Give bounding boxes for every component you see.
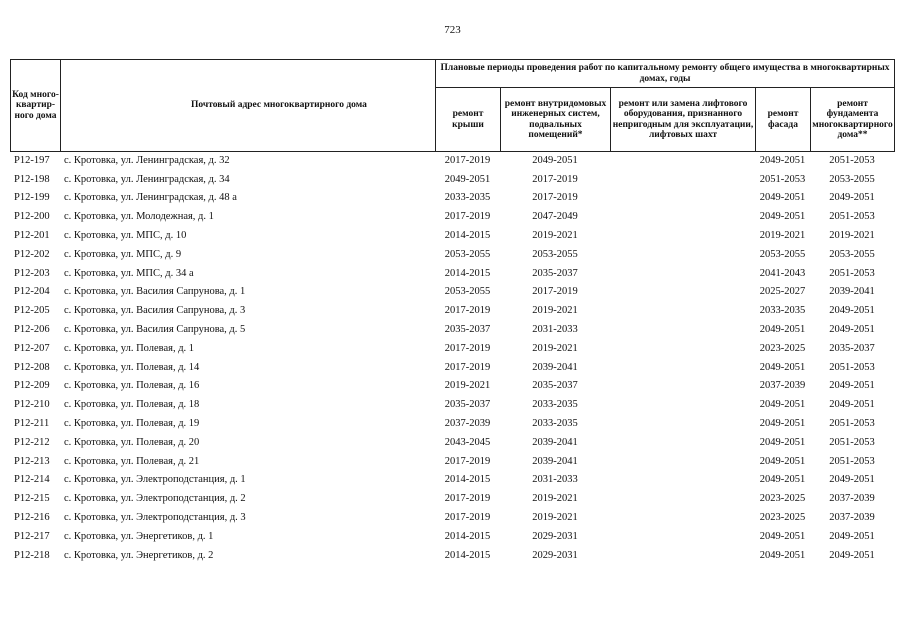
- house-code: Р12-206: [14, 324, 50, 336]
- facade-period: 2049-2051: [759, 455, 806, 467]
- house-code: Р12-205: [14, 305, 50, 317]
- elevator-period: [610, 283, 755, 302]
- facade-period: 2019-2021: [759, 230, 806, 242]
- roof-period: 2017-2019: [444, 512, 491, 524]
- roof-period: 2014-2015: [444, 530, 491, 542]
- table-body: [10, 151, 894, 565]
- house-code: Р12-199: [14, 192, 50, 204]
- table-row: [10, 433, 894, 452]
- roof-period: 2017-2019: [444, 361, 491, 373]
- facade-period: 2051-2053: [759, 173, 806, 185]
- roof-period: 2017-2019: [444, 154, 491, 166]
- house-code: Р12-202: [14, 248, 50, 260]
- house-code: Р12-218: [14, 549, 50, 561]
- foundation-period: 2037-2039: [829, 512, 875, 524]
- elevator-period: [610, 207, 755, 226]
- systems-period: 2049-2051: [532, 154, 578, 166]
- facade-period: 2049-2051: [759, 436, 806, 448]
- house-address: с. Кротовка, ул. Полевая, д. 20: [64, 436, 200, 448]
- house-code: Р12-215: [14, 493, 50, 505]
- roof-period: 2049-2051: [444, 173, 491, 185]
- foundation-period: 2035-2037: [829, 342, 875, 354]
- systems-period: 2039-2041: [532, 361, 578, 373]
- systems-period: 2019-2021: [532, 230, 578, 242]
- foundation-period: 2051-2053: [829, 455, 875, 467]
- foundation-period: 2049-2051: [829, 474, 875, 486]
- house-address: с. Кротовка, ул. Ленинградская, д. 34: [64, 173, 230, 185]
- systems-period: 2039-2041: [532, 436, 578, 448]
- house-address: с. Кротовка, ул. Энергетиков, д. 1: [64, 530, 214, 542]
- foundation-period: 2049-2051: [829, 192, 875, 204]
- table-row: [10, 226, 894, 245]
- systems-period: 2039-2041: [532, 455, 578, 467]
- house-address: с. Кротовка, ул. МПС, д. 9: [64, 248, 182, 260]
- facade-period: 2049-2051: [759, 211, 806, 223]
- facade-period: 2037-2039: [759, 380, 806, 392]
- roof-period: 2043-2045: [444, 436, 491, 448]
- house-code: Р12-214: [14, 474, 50, 486]
- house-code: Р12-201: [14, 230, 50, 242]
- header-facade: ремонт фасада: [756, 88, 811, 152]
- foundation-period: 2019-2021: [829, 230, 875, 242]
- table-header: [10, 59, 895, 152]
- elevator-period: [610, 189, 755, 208]
- facade-period: 2023-2025: [759, 342, 806, 354]
- house-code: Р12-200: [14, 211, 50, 223]
- systems-period: 2019-2021: [532, 342, 578, 354]
- facade-period: 2049-2051: [759, 399, 806, 411]
- roof-period: 2014-2015: [444, 474, 491, 486]
- foundation-period: 2051-2053: [829, 267, 875, 279]
- table-row: [10, 452, 894, 471]
- house-code: Р12-197: [14, 154, 50, 166]
- roof-period: 2035-2037: [444, 324, 491, 336]
- roof-period: 2017-2019: [444, 342, 491, 354]
- house-address: с. Кротовка, ул. МПС, д. 10: [64, 230, 187, 242]
- roof-period: 2019-2021: [444, 380, 491, 392]
- table-row: [10, 151, 894, 170]
- elevator-period: [610, 414, 755, 433]
- table-row: [10, 301, 894, 320]
- house-code: Р12-212: [14, 436, 50, 448]
- table-row: [10, 546, 894, 565]
- roof-period: 2014-2015: [444, 230, 491, 242]
- facade-period: 2033-2035: [759, 305, 806, 317]
- house-address: с. Кротовка, ул. МПС, д. 34 а: [64, 267, 194, 279]
- foundation-period: 2049-2051: [829, 549, 875, 561]
- foundation-period: 2051-2053: [829, 361, 875, 373]
- table-row: [10, 377, 894, 396]
- house-code: Р12-203: [14, 267, 50, 279]
- header-roof: ремонт крыши: [436, 88, 501, 152]
- roof-period: 2053-2055: [444, 286, 491, 298]
- facade-period: 2049-2051: [759, 549, 806, 561]
- foundation-period: 2051-2053: [829, 211, 875, 223]
- house-address: с. Кротовка, ул. Полевая, д. 19: [64, 418, 200, 430]
- foundation-period: 2053-2055: [829, 173, 875, 185]
- house-address: с. Кротовка, ул. Ленинградская, д. 32: [64, 154, 230, 166]
- facade-period: 2053-2055: [759, 248, 806, 260]
- table-row: [10, 471, 894, 490]
- elevator-period: [610, 546, 755, 565]
- table-row: [10, 170, 894, 189]
- house-address: с. Кротовка, ул. Электроподстанция, д. 3: [64, 512, 246, 524]
- table-row: [10, 207, 894, 226]
- table-row: [10, 283, 894, 302]
- house-address: с. Кротовка, ул. Полевая, д. 14: [64, 361, 200, 373]
- roof-period: 2035-2037: [444, 399, 491, 411]
- table-row: [10, 527, 894, 546]
- elevator-period: [610, 433, 755, 452]
- table-row: [10, 264, 894, 283]
- systems-period: 2017-2019: [532, 286, 578, 298]
- elevator-period: [610, 264, 755, 283]
- facade-period: 2049-2051: [759, 418, 806, 430]
- elevator-period: [610, 527, 755, 546]
- systems-period: 2029-2031: [532, 549, 578, 561]
- house-code: Р12-207: [14, 342, 50, 354]
- elevator-period: [610, 245, 755, 264]
- foundation-period: 2037-2039: [829, 493, 875, 505]
- house-address: с. Кротовка, ул. Полевая, д. 21: [64, 455, 200, 467]
- facade-period: 2049-2051: [759, 530, 806, 542]
- roof-period: 2053-2055: [444, 248, 491, 260]
- roof-period: 2014-2015: [444, 549, 491, 561]
- house-address: с. Кротовка, ул. Электроподстанция, д. 1: [64, 474, 246, 486]
- house-code: Р12-213: [14, 455, 50, 467]
- house-address: с. Кротовка, ул. Василия Сапрунова, д. 3: [64, 305, 246, 317]
- elevator-period: [610, 339, 755, 358]
- table-row: [10, 395, 894, 414]
- facade-period: 2023-2025: [759, 493, 806, 505]
- page-number: 723: [444, 24, 461, 36]
- house-address: с. Кротовка, ул. Электроподстанция, д. 2: [64, 493, 246, 505]
- elevator-period: [610, 320, 755, 339]
- facade-period: 2049-2051: [759, 192, 806, 204]
- facade-period: 2049-2051: [759, 474, 806, 486]
- systems-period: 2035-2037: [532, 380, 578, 392]
- header-elevator: ремонт или замена лифтового оборудования, признанного непригодным для эксплуатации, лифтовых шахт: [611, 88, 756, 152]
- systems-period: 2053-2055: [532, 248, 578, 260]
- foundation-period: 2051-2053: [829, 436, 875, 448]
- systems-period: 2019-2021: [532, 305, 578, 317]
- roof-period: 2033-2035: [444, 192, 491, 204]
- house-address: с. Кротовка, ул. Молодежная, д. 1: [64, 211, 214, 223]
- house-code: Р12-198: [14, 173, 50, 185]
- table-row: [10, 358, 894, 377]
- systems-period: 2031-2033: [532, 474, 578, 486]
- systems-period: 2031-2033: [532, 324, 578, 336]
- roof-period: 2014-2015: [444, 267, 491, 279]
- systems-period: 2033-2035: [532, 399, 578, 411]
- foundation-period: 2049-2051: [829, 305, 875, 317]
- roof-period: 2037-2039: [444, 418, 491, 430]
- header-address: Почтовый адрес многоквартирного дома: [61, 60, 436, 152]
- header-periods-title: Плановые периоды проведения работ по капитальному ремонту общего имущества в многоквартирных домах, годы: [436, 60, 895, 88]
- house-code: Р12-211: [14, 418, 50, 430]
- house-address: с. Кротовка, ул. Энергетиков, д. 2: [64, 549, 214, 561]
- house-code: Р12-217: [14, 530, 50, 542]
- table-row: [10, 489, 894, 508]
- roof-period: 2017-2019: [444, 455, 491, 467]
- elevator-period: [610, 508, 755, 527]
- data-table: [10, 151, 894, 565]
- systems-period: 2017-2019: [532, 192, 578, 204]
- facade-period: 2049-2051: [759, 154, 806, 166]
- house-code: Р12-204: [14, 286, 50, 298]
- header-systems: ремонт внутридомовых инженерных систем, подвальных помещений*: [501, 88, 611, 152]
- elevator-period: [610, 452, 755, 471]
- table-row: [10, 245, 894, 264]
- facade-period: 2049-2051: [759, 361, 806, 373]
- facade-period: 2025-2027: [759, 286, 806, 298]
- roof-period: 2017-2019: [444, 211, 491, 223]
- house-code: Р12-210: [14, 399, 50, 411]
- house-code: Р12-209: [14, 380, 50, 392]
- systems-period: 2017-2019: [532, 173, 578, 185]
- house-address: с. Кротовка, ул. Василия Сапрунова, д. 1: [64, 286, 246, 298]
- systems-period: 2033-2035: [532, 418, 578, 430]
- systems-period: 2035-2037: [532, 267, 578, 279]
- foundation-period: 2049-2051: [829, 399, 875, 411]
- house-address: с. Кротовка, ул. Полевая, д. 18: [64, 399, 200, 411]
- table-row: [10, 189, 894, 208]
- facade-period: 2049-2051: [759, 324, 806, 336]
- roof-period: 2017-2019: [444, 305, 491, 317]
- house-address: с. Кротовка, ул. Полевая, д. 1: [64, 342, 195, 354]
- elevator-period: [610, 170, 755, 189]
- facade-period: 2023-2025: [759, 512, 806, 524]
- house-address: с. Кротовка, ул. Ленинградская, д. 48 а: [64, 192, 237, 204]
- foundation-period: 2051-2053: [829, 154, 875, 166]
- header-foundation: ремонт фундамента многоквартирного дома**: [811, 88, 895, 152]
- table-row: [10, 508, 894, 527]
- house-code: Р12-208: [14, 361, 50, 373]
- header-code: Код много-квартир-ного дома: [11, 60, 61, 152]
- house-address: с. Кротовка, ул. Василия Сапрунова, д. 5: [64, 324, 246, 336]
- elevator-period: [610, 151, 755, 170]
- elevator-period: [610, 358, 755, 377]
- facade-period: 2041-2043: [759, 267, 806, 279]
- table-row: [10, 339, 894, 358]
- elevator-period: [610, 489, 755, 508]
- elevator-period: [610, 377, 755, 396]
- house-code: Р12-216: [14, 512, 50, 524]
- elevator-period: [610, 471, 755, 490]
- foundation-period: 2049-2051: [829, 530, 875, 542]
- elevator-period: [610, 301, 755, 320]
- foundation-period: 2039-2041: [829, 286, 875, 298]
- elevator-period: [610, 226, 755, 245]
- house-address: с. Кротовка, ул. Полевая, д. 16: [64, 380, 200, 392]
- table-row: [10, 414, 894, 433]
- systems-period: 2029-2031: [532, 530, 578, 542]
- foundation-period: 2049-2051: [829, 324, 875, 336]
- foundation-period: 2051-2053: [829, 418, 875, 430]
- systems-period: 2019-2021: [532, 493, 578, 505]
- roof-period: 2017-2019: [444, 493, 491, 505]
- systems-period: 2019-2021: [532, 512, 578, 524]
- table-row: [10, 320, 894, 339]
- systems-period: 2047-2049: [532, 211, 578, 223]
- foundation-period: 2049-2051: [829, 380, 875, 392]
- foundation-period: 2053-2055: [829, 248, 875, 260]
- elevator-period: [610, 395, 755, 414]
